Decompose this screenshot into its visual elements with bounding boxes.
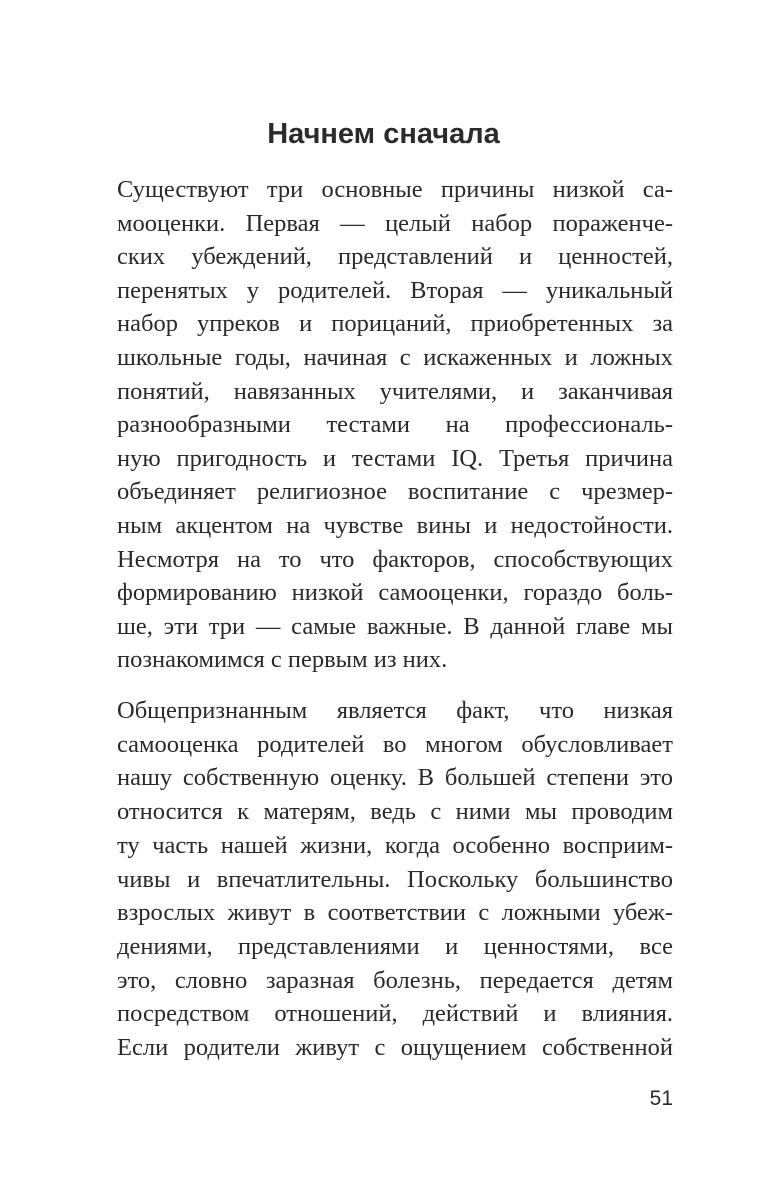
text-line: мооценки. Первая — целый набор пораженче-: [117, 209, 673, 237]
text-line: разнообразными тестами на профессиональ-: [117, 411, 673, 439]
text-line: это, словно заразная болезнь, передается детям: [117, 966, 673, 994]
text-line: ских убеждений, представлений и ценностей,: [117, 243, 673, 271]
text-line: формированию низкой самооценки, гораздо боль-: [117, 579, 673, 607]
text-line: Существуют три основные причины низкой са-: [117, 176, 673, 203]
text-line: школьные годы, начиная с искаженных и ложных: [117, 344, 673, 371]
text-line: относится к матерям, ведь с ними мы проводим: [117, 798, 673, 826]
text-line: дениями, представлениями и ценностями, все: [117, 932, 673, 960]
text-line: чивы и впечатлительны. Поскольку большинство: [117, 865, 673, 893]
text-line: Если родители живут с ощущением собственной: [117, 1034, 673, 1061]
text-line: Несмотря на то что факторов, способствующих: [117, 545, 673, 573]
text-line: понятий, навязанных учителями, и заканчивая: [117, 377, 673, 405]
text-line: посредством отношений, действий и влияния.: [117, 1000, 673, 1028]
text-line: перенятых у родителей. Вторая — уникальный: [117, 276, 673, 304]
text-line: нашу собственную оценку. В большей степени это: [117, 764, 673, 792]
text-line: ту часть нашей жизни, когда особенно восприим-: [117, 831, 673, 859]
text-line: взрослых живут в соответствии с ложными убеж-: [117, 899, 673, 927]
page-number: 51: [649, 1087, 673, 1110]
text-line: набор упреков и порицаний, приобретенных за: [117, 310, 673, 338]
text-line: самооценка родителей во многом обусловливает: [117, 730, 673, 758]
text-line: ше, эти три — самые важные. В данной главе мы: [117, 612, 673, 640]
text-line: ным акцентом на чувстве вины и недостойности.: [117, 512, 673, 539]
text-line: ную пригодность и тестами IQ. Третья причина: [117, 444, 673, 472]
text-line: объединяет религиозное воспитание с чрезмер-: [117, 478, 673, 506]
chapter-heading: Начнем сначала: [267, 118, 500, 150]
text-line: познакомимся с первым из них.: [117, 646, 448, 674]
text-line: Общепризнанным является факт, что низкая: [117, 697, 673, 724]
